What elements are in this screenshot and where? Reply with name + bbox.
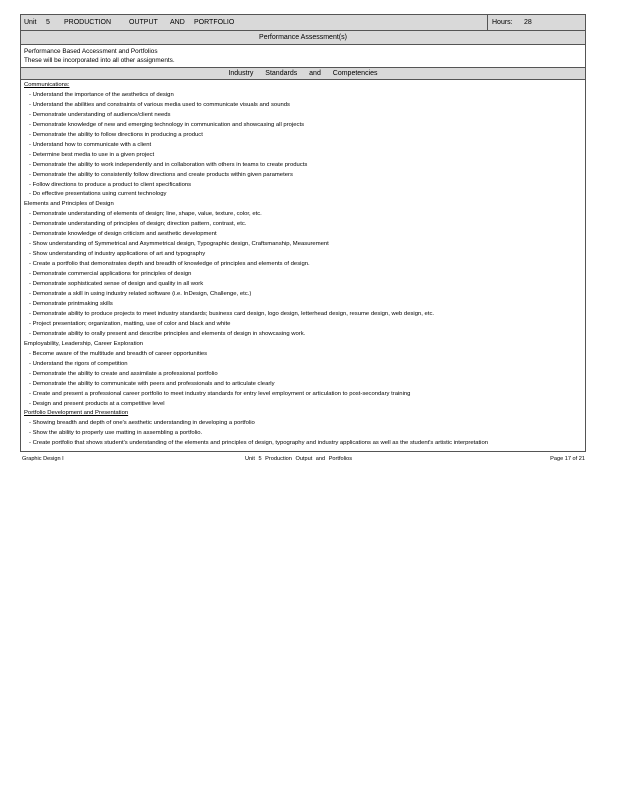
competency-item: - Demonstrate the ability to create and assimilate a professional portfolio xyxy=(29,370,218,377)
competency-item: - Create and present a professional career portfolio to meet industry standards for entry level employment or articulation to post-secondary training xyxy=(29,390,411,397)
standards-content xyxy=(20,80,586,452)
unit-title-word: PRODUCTION xyxy=(64,19,112,26)
competency-item: - Show understanding of Symmetrical and Asymmetrical design, Typographic design, Craftsmanship, Measurement xyxy=(29,241,329,248)
competency-item: - Demonstrate knowledge of new and emerging technology in communication and showcasing all projects xyxy=(29,121,305,128)
competency-item: - Design and present products at a competitive level xyxy=(29,400,165,407)
hours-label: Hours: xyxy=(492,19,513,26)
competency-item: - Demonstrate the ability to work independently and in collaboration with others in teams to create products xyxy=(29,161,308,168)
hours-value: 28 xyxy=(524,19,532,26)
intro-line: These will be incorporated into all other assignments. xyxy=(24,56,175,64)
unit-title-cell xyxy=(21,15,488,30)
standards-title: Industry Standards and Competencies xyxy=(20,67,586,80)
competency-item: - Demonstrate understanding of principles of design; direction pattern, contrast, etc. xyxy=(29,221,247,228)
competency-item: - Showing breadth and depth of one's aesthetic understanding in developing a portfolio xyxy=(29,420,255,427)
competency-item: - Project presentation; organization, matting, use of color and black and white xyxy=(29,320,231,327)
competency-item: - Demonstrate printmaking skills xyxy=(29,300,113,307)
document-frame xyxy=(20,14,586,452)
competency-item: - Understand the rigors of competition xyxy=(29,360,128,367)
competency-item: - Demonstrate understanding of elements of design; line, shape, value, texture, color, etc. xyxy=(29,211,262,218)
competency-item: - Understand how to communicate with a client xyxy=(29,141,152,148)
footer-course: Graphic Design I xyxy=(22,456,64,462)
footer-page-number: Page 17 of 21 xyxy=(550,456,585,462)
intro-line: Performance Based Accessment and Portfolios xyxy=(24,48,158,55)
competency-item: - Determine best media to use in a given project xyxy=(29,151,155,158)
unit-header-row xyxy=(20,14,586,31)
competency-item: - Demonstrate the ability to follow directions in producing a product xyxy=(29,131,203,138)
competency-item: - Demonstrate commercial applications for principles of design xyxy=(29,271,192,278)
competency-item: - Demonstrate knowledge of design criticism and aesthetic development xyxy=(29,231,217,238)
competency-item: - Demonstrate the ability to communicate with peers and professionals and to articulate clearly xyxy=(29,380,275,387)
unit-label: Unit xyxy=(24,19,37,26)
competency-item: - Demonstrate ability to orally present and describe principles and elements of design in showcasing work. xyxy=(29,330,306,337)
section-heading: Communications: xyxy=(24,82,70,88)
competency-item: - Show understanding of industry applications of art and typography xyxy=(29,251,206,258)
assessment-title: Performance Assessment(s) xyxy=(20,31,586,45)
section-heading: Portfolio Development and Presentation xyxy=(24,410,129,417)
competency-item: - Demonstrate ability to produce projects to meet industry standards; business card design, logo design, letterhead design, resume design, web design, etc. xyxy=(29,310,435,317)
competency-item: - Follow directions to produce a product to client specifications xyxy=(29,181,192,188)
page-footer xyxy=(22,454,585,464)
unit-title-word: OUTPUT xyxy=(129,19,158,26)
competency-item: - Create portfolio that shows student's understanding of the elements and principles of design, typography and industry applications as well as the student's artistic interpretation xyxy=(29,440,489,447)
competency-item: - Demonstrate understanding of audience/client needs xyxy=(29,111,171,118)
competency-item: - Create a portfolio that demonstrates depth and breadth of knowledge of principles and elements of design. xyxy=(29,261,310,268)
section-heading: Employability, Leadership, Career Exploration xyxy=(24,340,144,347)
unit-title-word: AND xyxy=(170,19,185,26)
section-heading: Elements and Principles of Design xyxy=(24,201,114,208)
competency-item: - Do effective presentations using current technology xyxy=(29,191,167,198)
competency-item: - Understand the abilities and constraints of various media used to communicate visuals and sounds xyxy=(29,101,290,108)
footer-unit: Unit 5 Production Output and Portfolios xyxy=(245,456,353,462)
competency-item: - Understand the importance of the aesthetics of design xyxy=(29,91,174,98)
competency-item: - Demonstrate the ability to consistently follow directions and create products within given parameters xyxy=(29,171,293,178)
unit-title-word: PORTFOLIO xyxy=(194,19,235,26)
intro-text xyxy=(20,45,586,67)
competency-item: - Show the ability to properly use matting in assembling a portfolio. xyxy=(29,430,203,437)
competency-item: - Demonstrate a skill in using industry related software (i.e. InDesign, Challenge, etc.) xyxy=(29,291,252,298)
unit-number: 5 xyxy=(46,19,50,26)
competency-item: - Demonstrate sophisticated sense of design and quality in all work xyxy=(29,281,204,288)
hours-cell xyxy=(488,15,585,30)
competency-item: - Become aware of the multitude and breadth of career opportunities xyxy=(29,350,208,357)
